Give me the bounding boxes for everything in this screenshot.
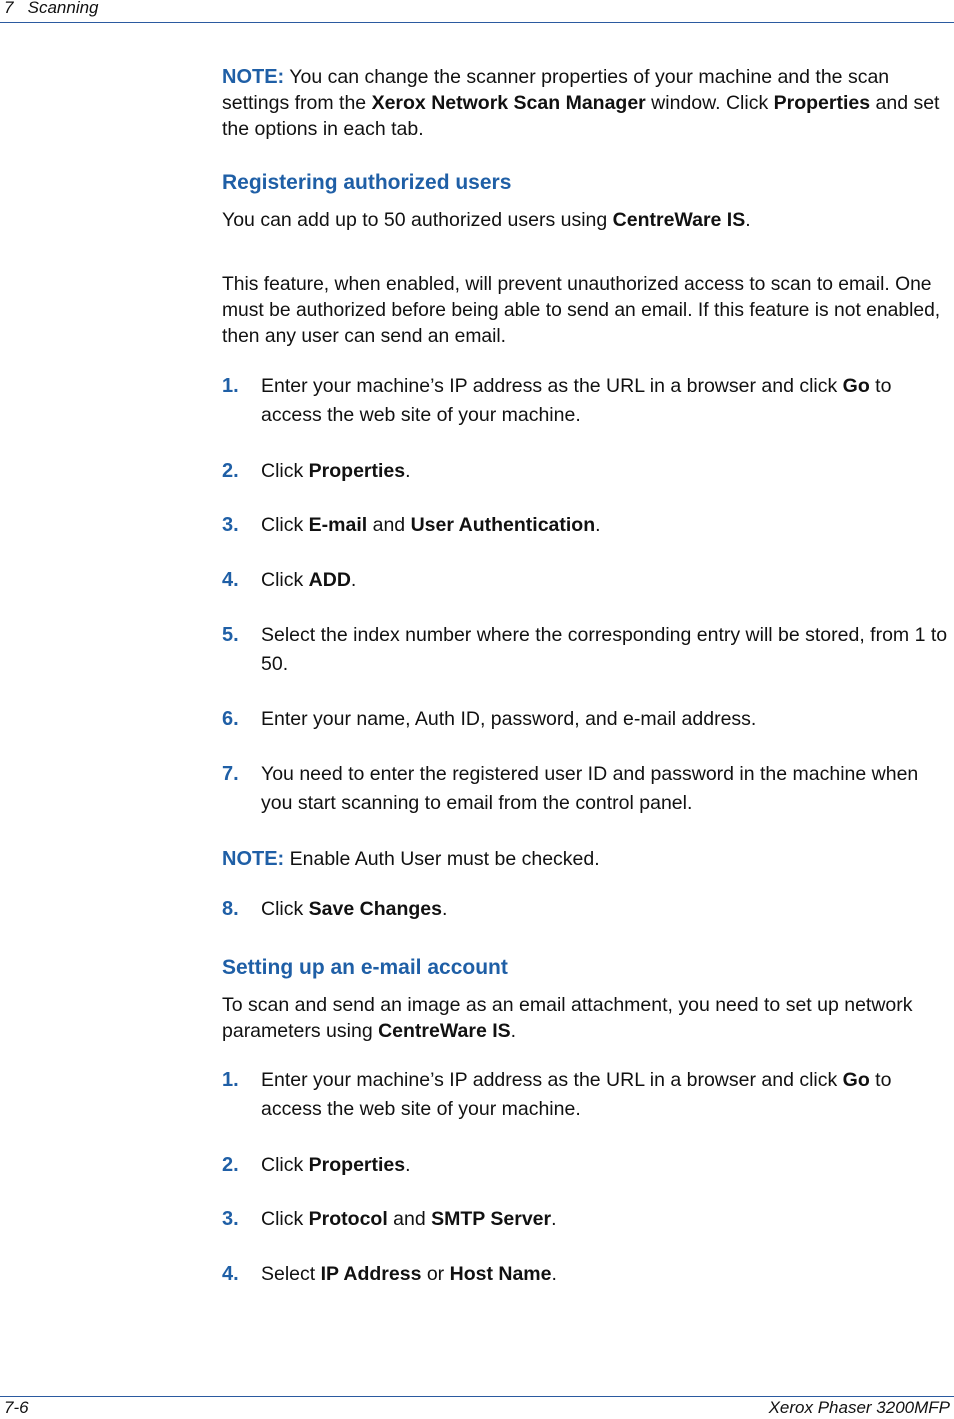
step-text: Click Properties. [261, 460, 411, 482]
step-number: 3. [222, 1208, 239, 1230]
step-number: 3. [222, 514, 239, 536]
note-auth-user [222, 846, 952, 872]
step-number: 4. [222, 1263, 239, 1285]
section-heading-email-account: Setting up an e-mail account [222, 956, 508, 979]
page-footer [0, 1396, 954, 1419]
step-number: 8. [222, 898, 239, 920]
note-text: You can change the scanner properties of your machine and the scan settings from the [222, 66, 890, 114]
step-number: 7. [222, 763, 239, 785]
page-number: 7-6 [4, 1398, 29, 1417]
step-text: Click E-mail and User Authentication. [261, 514, 601, 536]
step-number: 1. [222, 1069, 239, 1091]
note-intro [222, 64, 952, 142]
intro-text: . [745, 209, 751, 231]
intro-text: To scan and send an image as an email attachment, you need to set up network parameters using [222, 994, 913, 1042]
step-text: You need to enter the registered user ID and password in the machine when you start scanning to email from the control panel. [261, 763, 919, 814]
header-section-title: 7 Scanning [4, 0, 99, 17]
section2-intro [222, 992, 952, 1044]
note-label: NOTE: [222, 848, 285, 870]
step-text: Click ADD. [261, 569, 357, 591]
intro-bold: CentreWare IS [612, 209, 746, 231]
step-number: 2. [222, 460, 239, 482]
step-text: Enter your machine’s IP address as the URL in a browser and click Go to access the web site of your machine. [261, 1069, 892, 1120]
step-number: 5. [222, 624, 239, 646]
note-text: Enable Auth User must be checked. [284, 848, 600, 870]
step-text: Select the index number where the corresponding entry will be stored, from 1 to 50. [261, 624, 948, 675]
step-number: 4. [222, 569, 239, 591]
intro-text: . [510, 1020, 517, 1042]
step-text: Select IP Address or Host Name. [261, 1263, 557, 1285]
note-bold-properties: Properties [773, 92, 871, 114]
section-heading-authorized-users: Registering authorized users [222, 171, 512, 194]
step-text: Click Save Changes. [261, 898, 448, 920]
note-text: window. Click [645, 92, 774, 114]
step-text: Enter your machine’s IP address as the URL in a browser and click Go to access the web site of your machine. [261, 375, 892, 426]
note-text: and set the options in each tab. [222, 92, 940, 140]
page-header [0, 0, 954, 23]
section1-paragraph: This feature, when enabled, will prevent unauthorized access to scan to email. One must be authorized before being able to send an email. If this feature is not enabled, then any user can send an email. [222, 274, 941, 347]
step-number: 1. [222, 375, 239, 397]
note-label: NOTE: [222, 66, 285, 88]
step-number: 6. [222, 708, 239, 730]
step-number: 2. [222, 1154, 239, 1176]
step-text: Click Protocol and SMTP Server. [261, 1208, 557, 1230]
product-name: Xerox Phaser 3200MFP [768, 1398, 950, 1417]
intro-text: You can add up to 50 authorized users using [222, 209, 613, 231]
note-bold-app-name: Xerox Network Scan Manager [371, 92, 646, 114]
section1-intro [222, 207, 952, 233]
step-text: Enter your name, Auth ID, password, and e-mail address. [261, 708, 757, 730]
step-text: Click Properties. [261, 1154, 411, 1176]
intro-bold: CentreWare IS [378, 1020, 511, 1042]
